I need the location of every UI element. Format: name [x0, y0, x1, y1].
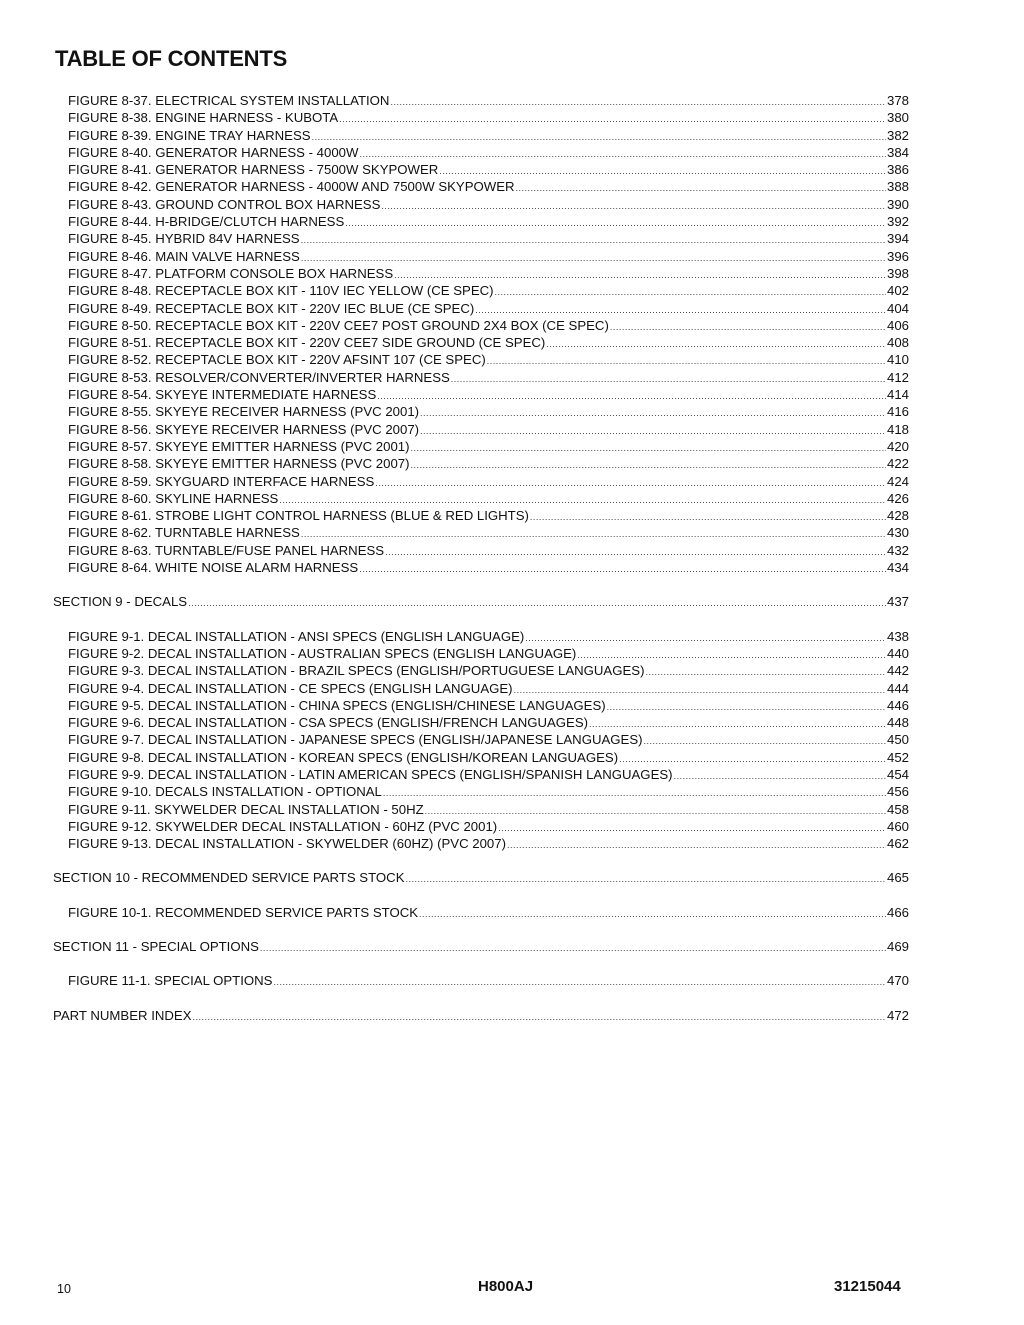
toc-entry-page: 406 — [886, 317, 909, 333]
toc-entry-label: FIGURE 8-41. GENERATOR HARNESS - 7500W SKYPOWER — [68, 162, 439, 178]
toc-entry[interactable] — [53, 178, 909, 195]
toc-entry-page: 452 — [886, 749, 909, 765]
toc-entry[interactable] — [53, 196, 909, 213]
toc-entry-page: 420 — [886, 438, 909, 454]
toc-entry-page: 390 — [886, 196, 909, 212]
toc-entry[interactable] — [53, 662, 909, 679]
toc-entry-label: SECTION 9 - DECALS — [53, 594, 188, 610]
toc-entry-page: 410 — [886, 352, 909, 368]
toc-list — [53, 92, 909, 1024]
toc-entry[interactable] — [53, 455, 909, 472]
toc-entry-page: 408 — [886, 335, 909, 351]
toc-entry[interactable] — [53, 92, 909, 109]
toc-entry-label: FIGURE 8-59. SKYGUARD INTERFACE HARNESS — [68, 473, 375, 489]
toc-entry-label: FIGURE 9-9. DECAL INSTALLATION - LATIN AMERICAN SPECS (ENGLISH/SPANISH LANGUAGES) — [68, 766, 673, 782]
toc-entry[interactable] — [53, 109, 909, 126]
toc-entry-page: 414 — [886, 387, 909, 403]
toc-entry-label: FIGURE 8-61. STROBE LIGHT CONTROL HARNESS (BLUE & RED LIGHTS) — [68, 508, 529, 524]
toc-entry-page: 416 — [886, 404, 909, 420]
toc-entry-page: 428 — [886, 508, 909, 524]
toc-entry-label: FIGURE 10-1. RECOMMENDED SERVICE PARTS STOCK — [68, 904, 419, 920]
toc-entry-page: 396 — [886, 248, 909, 264]
toc-entry-page: 394 — [886, 231, 909, 247]
toc-entry-page: 469 — [886, 939, 909, 955]
toc-entry-page: 432 — [886, 542, 909, 558]
toc-entry[interactable] — [53, 714, 909, 731]
toc-entry[interactable] — [53, 507, 909, 524]
toc-entry-page: 450 — [886, 732, 909, 748]
toc-entry-figure-11-1[interactable] — [53, 972, 909, 989]
toc-entry-label: FIGURE 9-6. DECAL INSTALLATION - CSA SPECS (ENGLISH/FRENCH LANGUAGES) — [68, 715, 589, 731]
toc-entry-label: FIGURE 8-54. SKYEYE INTERMEDIATE HARNESS — [68, 387, 377, 403]
toc-entry[interactable] — [53, 403, 909, 420]
toc-entry-label: FIGURE 8-64. WHITE NOISE ALARM HARNESS — [68, 560, 359, 576]
toc-entry[interactable] — [53, 697, 909, 714]
toc-entry[interactable] — [53, 438, 909, 455]
toc-entry[interactable] — [53, 421, 909, 438]
toc-entry-label: FIGURE 8-43. GROUND CONTROL BOX HARNESS — [68, 196, 381, 212]
toc-entry-page: 462 — [886, 836, 909, 852]
toc-entry[interactable] — [53, 473, 909, 490]
toc-entry-label: FIGURE 8-57. SKYEYE EMITTER HARNESS (PVC 2001) — [68, 438, 410, 454]
toc-entry-page: 448 — [886, 715, 909, 731]
toc-entry-section-10[interactable] — [53, 869, 909, 886]
toc-entry-page: 438 — [886, 628, 909, 644]
toc-entry[interactable] — [53, 386, 909, 403]
toc-entry-page: 437 — [886, 594, 909, 610]
toc-entry[interactable] — [53, 300, 909, 317]
toc-entry-label: FIGURE 9-5. DECAL INSTALLATION - CHINA SPECS (ENGLISH/CHINESE LANGUAGES) — [68, 697, 606, 713]
toc-entry-page: 422 — [886, 456, 909, 472]
toc-entry-label: SECTION 11 - SPECIAL OPTIONS — [53, 939, 259, 955]
footer-page-number: 10 — [57, 1282, 71, 1296]
toc-entry-label: FIGURE 8-51. RECEPTACLE BOX KIT - 220V CEE7 SIDE GROUND (CE SPEC) — [68, 335, 546, 351]
toc-entry-label: FIGURE 8-53. RESOLVER/CONVERTER/INVERTER HARNESS — [68, 369, 450, 385]
toc-entry-page: 386 — [886, 162, 909, 178]
toc-entry-label: FIGURE 9-4. DECAL INSTALLATION - CE SPECS (ENGLISH LANGUAGE) — [68, 680, 513, 696]
toc-entry-label: FIGURE 8-39. ENGINE TRAY HARNESS — [68, 127, 311, 143]
toc-entry[interactable] — [53, 144, 909, 161]
toc-entry-page: 440 — [886, 645, 909, 661]
toc-entry-label: FIGURE 8-45. HYBRID 84V HARNESS — [68, 231, 300, 247]
toc-entry-label: FIGURE 11-1. SPECIAL OPTIONS — [68, 973, 273, 989]
toc-entry[interactable] — [53, 127, 909, 144]
toc-entry-page: 392 — [886, 214, 909, 230]
toc-entry-label: FIGURE 8-40. GENERATOR HARNESS - 4000W — [68, 144, 359, 160]
toc-entry[interactable] — [53, 282, 909, 299]
toc-entry[interactable] — [53, 248, 909, 265]
toc-entry-label: FIGURE 8-37. ELECTRICAL SYSTEM INSTALLATION — [68, 93, 390, 108]
toc-entry-page: 465 — [886, 870, 909, 886]
toc-entry-label: FIGURE 8-48. RECEPTACLE BOX KIT - 110V IEC YELLOW (CE SPEC) — [68, 283, 494, 299]
toc-entry[interactable] — [53, 334, 909, 351]
toc-entry-label: FIGURE 8-58. SKYEYE EMITTER HARNESS (PVC 2007) — [68, 456, 410, 472]
toc-entry-label: FIGURE 8-55. SKYEYE RECEIVER HARNESS (PVC 2001) — [68, 404, 420, 420]
footer-model: H800AJ — [478, 1278, 534, 1295]
toc-entry-label: FIGURE 8-56. SKYEYE RECEIVER HARNESS (PVC 2007) — [68, 421, 420, 437]
toc-entry-label: FIGURE 9-2. DECAL INSTALLATION - AUSTRALIAN SPECS (ENGLISH LANGUAGE) — [68, 645, 577, 661]
toc-entry-label: FIGURE 9-10. DECALS INSTALLATION - OPTIONAL — [68, 784, 382, 800]
figure-group-9 — [53, 628, 909, 853]
toc-entry-page: 382 — [886, 127, 909, 143]
toc-entry[interactable] — [53, 230, 909, 247]
toc-entry-page: 434 — [886, 560, 909, 576]
toc-entry-label: FIGURE 8-42. GENERATOR HARNESS - 4000W AND 7500W SKYPOWER — [68, 179, 515, 195]
toc-entry-page: 402 — [886, 283, 909, 299]
toc-entry[interactable] — [53, 628, 909, 645]
toc-entry-label: FIGURE 9-13. DECAL INSTALLATION - SKYWELDER (60HZ) (PVC 2007) — [68, 836, 506, 852]
toc-entry-page: 418 — [886, 421, 909, 437]
toc-entry[interactable] — [53, 490, 909, 507]
toc-entry-part-number-index[interactable] — [53, 1007, 909, 1024]
toc-entry[interactable] — [53, 835, 909, 852]
toc-entry[interactable] — [53, 818, 909, 835]
toc-entry-label: FIGURE 8-49. RECEPTACLE BOX KIT - 220V IEC BLUE (CE SPEC) — [68, 300, 475, 316]
toc-entry[interactable] — [53, 559, 909, 576]
toc-entry-label: FIGURE 9-12. SKYWELDER DECAL INSTALLATION - 60HZ (PVC 2001) — [68, 818, 498, 834]
toc-entry[interactable] — [53, 213, 909, 230]
toc-entry[interactable] — [53, 731, 909, 748]
toc-entry-page: 466 — [886, 904, 909, 920]
toc-entry[interactable] — [53, 542, 909, 559]
toc-entry-label: FIGURE 9-8. DECAL INSTALLATION - KOREAN SPECS (ENGLISH/KOREAN LANGUAGES) — [68, 749, 619, 765]
toc-entry[interactable] — [53, 369, 909, 386]
toc-entry[interactable] — [53, 161, 909, 178]
toc-entry-label: FIGURE 8-52. RECEPTACLE BOX KIT - 220V AFSINT 107 (CE SPEC) — [68, 352, 486, 368]
toc-entry-label: FIGURE 8-38. ENGINE HARNESS - KUBOTA — [68, 110, 339, 126]
toc-entry-page: 444 — [886, 680, 909, 696]
toc-entry-page: 424 — [886, 473, 909, 489]
page-title: TABLE OF CONTENTS — [55, 46, 288, 71]
toc-entry-page: 384 — [886, 144, 909, 160]
toc-entry-page: 388 — [886, 179, 909, 195]
toc-entry-page: 380 — [886, 110, 909, 126]
toc-entry[interactable] — [53, 783, 909, 800]
toc-entry-page: 458 — [886, 801, 909, 817]
toc-entry-label: FIGURE 8-62. TURNTABLE HARNESS — [68, 525, 300, 541]
toc-entry-page: 378 — [886, 93, 909, 108]
toc-entry-page: 470 — [886, 973, 909, 989]
toc-entry-label: SECTION 10 - RECOMMENDED SERVICE PARTS STOCK — [53, 870, 405, 886]
toc-entry-page: 454 — [886, 766, 909, 782]
toc-entry-label: FIGURE 8-44. H-BRIDGE/CLUTCH HARNESS — [68, 214, 345, 230]
toc-entry[interactable] — [53, 766, 909, 783]
toc-entry[interactable] — [53, 680, 909, 697]
figure-group-8 — [53, 92, 909, 576]
toc-entry-page: 446 — [886, 697, 909, 713]
toc-entry-label: FIGURE 8-50. RECEPTACLE BOX KIT - 220V CEE7 POST GROUND 2X4 BOX (CE SPEC) — [68, 317, 609, 333]
toc-entry[interactable] — [53, 351, 909, 368]
toc-entry-label: FIGURE 8-46. MAIN VALVE HARNESS — [68, 248, 300, 264]
toc-entry-figure-10-1[interactable] — [53, 904, 909, 921]
toc-entry-label: FIGURE 8-60. SKYLINE HARNESS — [68, 490, 279, 506]
toc-entry-label: FIGURE 8-63. TURNTABLE/FUSE PANEL HARNESS — [68, 542, 385, 558]
toc-entry-label: PART NUMBER INDEX — [53, 1007, 192, 1023]
toc-entry-page: 412 — [886, 369, 909, 385]
toc-entry[interactable] — [53, 265, 909, 282]
toc-entry-section-11[interactable] — [53, 938, 909, 955]
toc-entry-label: FIGURE 9-7. DECAL INSTALLATION - JAPANESE SPECS (ENGLISH/JAPANESE LANGUAGES) — [68, 732, 643, 748]
toc-entry-page: 426 — [886, 490, 909, 506]
toc-entry-page: 442 — [886, 663, 909, 679]
toc-entry-page: 472 — [886, 1007, 909, 1023]
toc-entry[interactable] — [53, 317, 909, 334]
toc-entry[interactable] — [53, 801, 909, 818]
toc-entry-label: FIGURE 9-11. SKYWELDER DECAL INSTALLATION - 50HZ — [68, 801, 424, 817]
toc-entry-page: 460 — [886, 818, 909, 834]
toc-entry[interactable] — [53, 749, 909, 766]
toc-entry-section-9[interactable] — [53, 593, 909, 610]
toc-entry-page: 456 — [886, 784, 909, 800]
toc-entry-page: 398 — [886, 265, 909, 281]
toc-entry[interactable] — [53, 524, 909, 541]
toc-entry[interactable] — [53, 645, 909, 662]
toc-entry-label: FIGURE 8-47. PLATFORM CONSOLE BOX HARNESS — [68, 265, 394, 281]
toc-entry-page: 430 — [886, 525, 909, 541]
toc-entry-label: FIGURE 9-3. DECAL INSTALLATION - BRAZIL SPECS (ENGLISH/PORTUGUESE LANGUAGES) — [68, 663, 645, 679]
footer-doc-number: 31215044 — [834, 1278, 901, 1295]
toc-entry-page: 404 — [886, 300, 909, 316]
toc-entry-label: FIGURE 9-1. DECAL INSTALLATION - ANSI SPECS (ENGLISH LANGUAGE) — [68, 628, 525, 644]
